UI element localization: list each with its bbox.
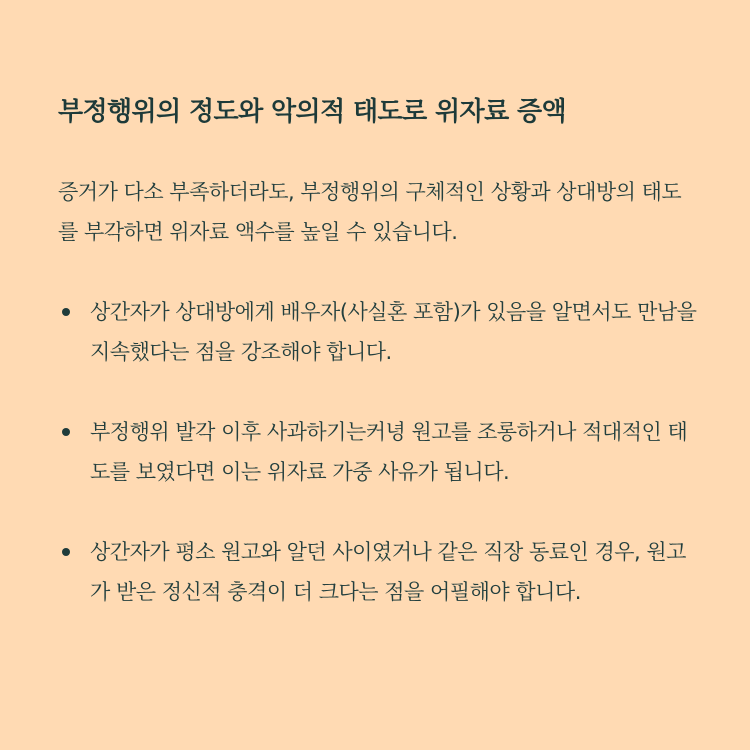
list-item-text: 상간자가 평소 원고와 알던 사이였거나 같은 직장 동료인 경우, 원고가 받은 정신적 충격이 더 크다는 점을 어필해야 합니다. bbox=[90, 540, 686, 604]
list-item bbox=[58, 532, 698, 612]
bullet-icon bbox=[62, 428, 70, 436]
bullet-list bbox=[58, 292, 698, 612]
list-item bbox=[58, 412, 698, 492]
bullet-icon bbox=[62, 548, 70, 556]
list-item-text: 부정행위 발각 이후 사과하기는커녕 원고를 조롱하거나 적대적인 태도를 보였다면 이는 위자료 가중 사유가 됩니다. bbox=[90, 420, 688, 484]
list-item bbox=[58, 292, 698, 372]
page-title: 부정행위의 정도와 악의적 태도로 위자료 증액 bbox=[58, 97, 567, 127]
content-card bbox=[58, 92, 698, 612]
intro-paragraph: 증거가 다소 부족하더라도, 부정행위의 구체적인 상황과 상대방의 태도를 부각하면 위자료 액수를 높일 수 있습니다. bbox=[58, 180, 682, 244]
bullet-icon bbox=[62, 308, 70, 316]
list-item-text: 상간자가 상대방에게 배우자(사실혼 포함)가 있음을 알면서도 만남을 지속했다는 점을 강조해야 합니다. bbox=[90, 300, 697, 364]
